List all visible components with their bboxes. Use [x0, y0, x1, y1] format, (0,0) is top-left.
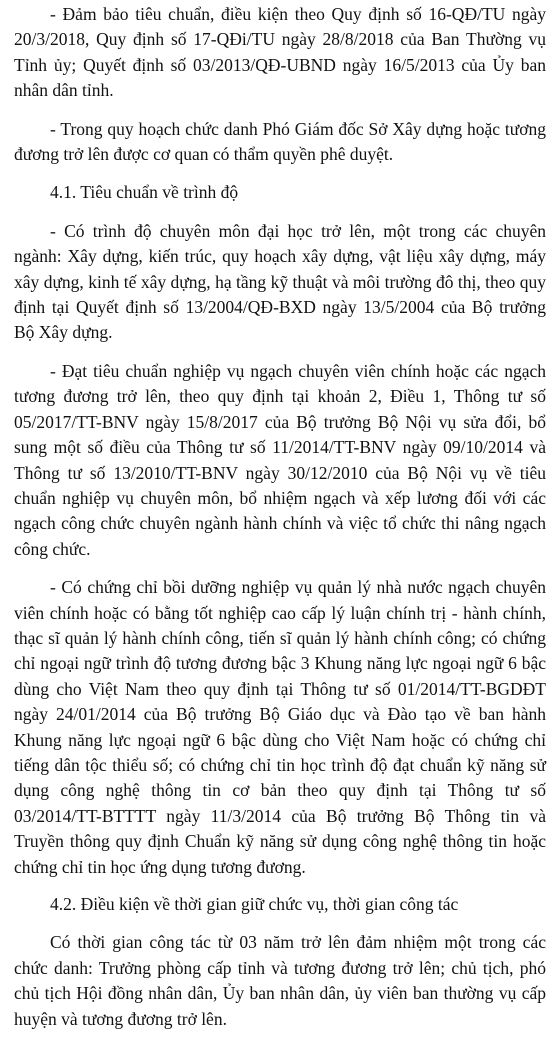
paragraph-standards-conditions: - Đảm bảo tiêu chuẩn, điều kiện theo Quy định số 16-QĐ/TU ngày 20/3/2018, Quy định số 17-QĐi/TU ngày 28/8/2018 của Ban Thường vụ Tỉnh ủy; Quyết định số 03/2013/QĐ-UBND ngày 16/5/2013 của Ủy ban nhân dân tỉnh. — [14, 4, 546, 101]
section-heading-4-2: 4.2. Điều kiện về thời gian giữ chức vụ, thời gian công tác — [50, 894, 459, 914]
paragraph-certificates: - Có chứng chỉ bồi dưỡng nghiệp vụ quản lý nhà nước ngạch chuyên viên chính hoặc có bằng tốt nghiệp cao cấp lý luận chính trị - hành chính, thạc sĩ quản lý hành chính công, tiến sĩ quản lý hành chính công; có chứng chỉ ngoại ngữ trình độ tương đương bậc 3 Khung năng lực ngoại ngữ 6 bậc dùng cho Việt Nam theo quy định tại Thông tư số 01/2014/TT-BGDĐT ngày 24/01/2014 của Bộ trưởng Bộ Giáo dục và Đào tạo về ban hành Khung năng lực ngoại ngữ 6 bậc dùng cho Việt Nam hoặc có chứng chỉ tiếng dân tộc thiểu số; có chứng chỉ tin học trình độ đạt chuẩn kỹ năng sử dụng công nghệ thông tin cơ bản theo quy định tại Thông tư số 03/2014/TT-BTTTT ngày 11/3/2014 của Bộ trưởng Bộ Thông tin và Truyền thông quy định Chuẩn kỹ năng sử dụng công nghệ thông tin hoặc chứng chỉ tin học ứng dụng tương đương. — [14, 577, 546, 877]
section-heading-4-1: 4.1. Tiêu chuẩn về trình độ — [50, 182, 239, 203]
paragraph-tenure: Có thời gian công tác từ 03 năm trở lên đảm nhiệm một trong các chức danh: Trưởng phòng cấp tỉnh và tương đương trở lên; chủ tịch, phó chủ tịch Hội đồng nhân dân, Ủy ban nhân dân, ủy viên ban thường vụ cấp huyện và tương đương trở lên. — [14, 932, 546, 1029]
paragraph-planning: - Trong quy hoạch chức danh Phó Giám đốc Sở Xây dựng hoặc tương đương trở lên được cơ quan có thẩm quyền phê duyệt. — [14, 118, 546, 165]
document-body — [14, 2, 546, 1045]
paragraph-civil-servant-rank: - Đạt tiêu chuẩn nghiệp vụ ngạch chuyên viên chính hoặc các ngạch tương đương trở lên, theo quy định tại khoản 2, Điều 1, Thông tư số 05/2017/TT-BNV ngày 15/8/2017 của Bộ trưởng Bộ Nội vụ sửa đổi, bổ sung một số điều của Thông tư số 11/2014/TT-BNV ngày 09/10/2014 và Thông tư số 13/2010/TT-BNV ngày 30/12/2010 của Bộ Nội vụ về tiêu chuẩn nghiệp vụ chuyên môn, bổ nhiệm ngạch và xếp lương đối với các ngạch công chức chuyên ngành hành chính và việc tổ chức thi nâng ngạch công chức. — [14, 360, 546, 559]
paragraph-professional-qualification: - Có trình độ chuyên môn đại học trở lên, một trong các chuyên ngành: Xây dựng, kiến trúc, quy hoạch xây dựng, vật liệu xây dựng, máy xây dựng, kinh tế xây dựng, hạ tầng kỹ thuật và môi trường đô thị, theo quy định tại Quyết định số 13/2004/QĐ-BXD ngày 13/5/2004 của Bộ trưởng Bộ Xây dựng. — [14, 220, 546, 343]
